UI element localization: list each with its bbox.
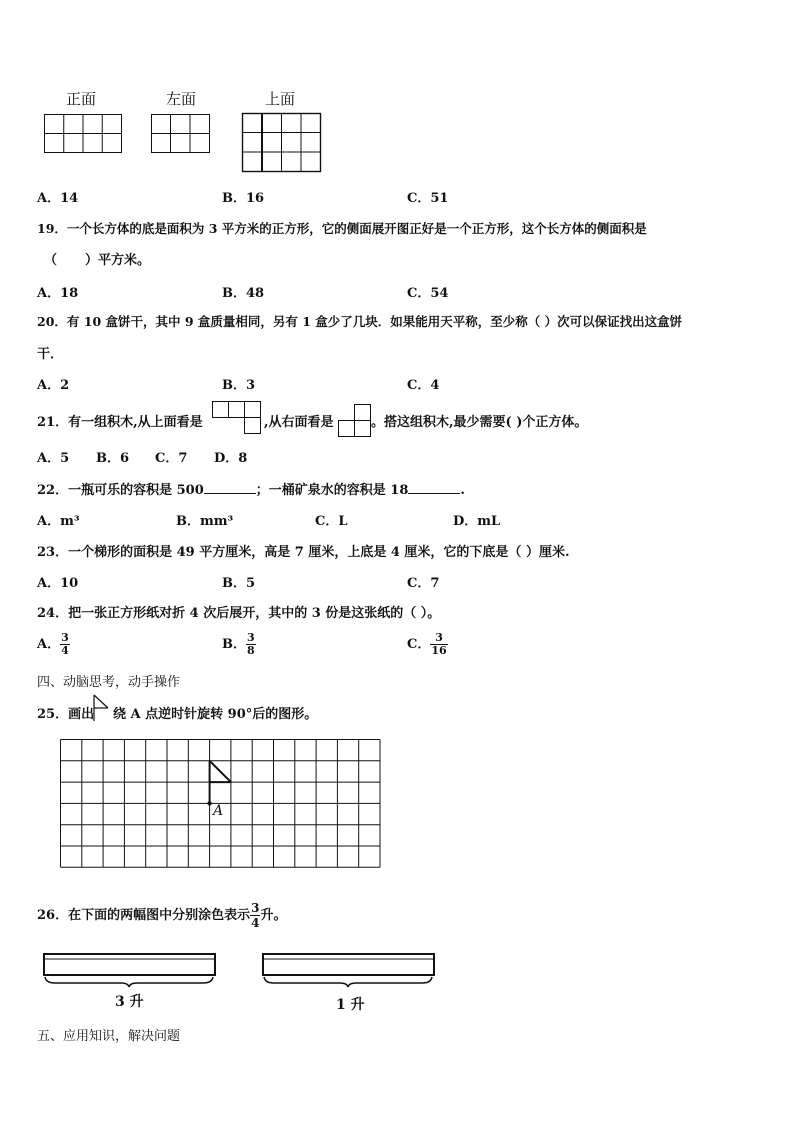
q20-text-line1: 20．有 10 盒饼干，其中 9 盒质量相同，另有 1 盒少了几块．如果能用天平称，至少称（ ）次可以保证找出这盒饼 [37,314,683,329]
q26-part2: 升。 [260,908,287,923]
q22-option-b[interactable]: B．mm³ [176,514,234,529]
q24-option-a-fraction: $\frac{3}{4}$ [61,631,69,657]
q23-option-b[interactable]: B．5 [222,576,256,591]
q24-option-b[interactable] [222,632,256,657]
q22-blank2[interactable] [408,481,460,494]
q25-text-part1: 25．画出 [37,707,95,722]
q26-bar1-label: 3 升 [115,994,144,1010]
q26-bar-3-liters[interactable] [43,953,216,988]
q23-option-a[interactable]: A．10 [37,576,79,591]
q24-option-b-label: B． [222,637,246,652]
q22-part3: . [460,483,465,498]
q19-option-c[interactable]: C．54 [407,286,449,301]
q21-option-a[interactable]: A．5 [37,451,70,466]
q22-option-d[interactable]: D．mL [453,514,501,529]
q21-option-d[interactable]: D．8 [214,451,248,466]
q21-top-view-figure [212,401,262,436]
top-view-grid [242,113,321,172]
q21-right-view-figure [338,404,372,438]
q18-option-b[interactable]: B．16 [222,191,265,206]
q19-text-line2 [44,249,150,268]
q18-option-a[interactable]: A．14 [37,191,79,206]
q20-option-c[interactable]: C．4 [407,378,440,393]
q22-part1: 22．一瓶可乐的容积是 500 [37,483,204,498]
q21-text-part1: 21．有一组积木,从上面看是 [37,415,203,430]
q20-text-line2: 干． [37,347,64,362]
q19-close-paren-text: ）平方米。 [85,253,151,268]
q20-option-a[interactable]: A．2 [37,378,70,393]
q26-bar2-label: 1 升 [336,997,365,1013]
q19-text-line1: 19．一个长方体的底是面积为 3 平方米的正方形，它的侧面展开图正好是一个正方形，这个长方体的侧面积是 [37,221,647,236]
q22-blank1[interactable] [204,481,256,494]
q25-flag-shape [210,761,231,804]
q24-option-c[interactable] [407,632,448,657]
left-view-grid [151,114,210,153]
section4-heading: 四、动脑思考，动手操作 [37,675,181,690]
q18-option-c[interactable]: C．51 [407,191,449,206]
q26-part1: 26．在下面的两幅图中分别涂色表示 [37,908,251,923]
q21-option-c[interactable]: C．7 [155,451,188,466]
q21-text-part3: 。搭这组积木,最少需要( )个正方体。 [371,415,588,430]
section5-heading: 五、应用知识，解决问题 [37,1029,181,1044]
q25-point-a-dot [207,801,211,805]
q22-text [37,479,465,498]
q23-text: 23．一个梯形的面积是 49 平方厘米，高是 7 厘米，上底是 4 厘米，它的下底是（ ）厘米. [37,545,570,560]
q24-option-a[interactable] [37,632,70,657]
left-view-label: 左面 [166,90,197,108]
q24-text: 24．把一张正方形纸对折 4 次后展开，其中的 3 份是这张纸的（ ）。 [37,606,441,621]
q24-option-c-label: C． [407,637,431,652]
front-view-label: 正面 [66,90,97,108]
q19-option-a[interactable]: A．18 [37,286,79,301]
q25-flag-icon [93,694,111,722]
top-view-label: 上面 [265,90,296,108]
q22-part2: ；一桶矿泉水的容积是 18 [255,483,409,498]
q26-bar-1-liter[interactable] [262,953,435,988]
q25-text-part2: 绕 A 点逆时针旋转 90°后的图形。 [113,707,318,722]
q26-fraction: $\frac{3}{4}$ [251,901,260,930]
q22-option-a[interactable]: A．m³ [37,514,80,529]
q19-option-b[interactable]: B．48 [222,286,265,301]
q23-option-c[interactable]: C．7 [407,576,440,591]
q26-text [37,901,286,930]
q21-text-part2: ,从右面看是 [264,415,334,430]
q21-option-b[interactable]: B．6 [96,451,130,466]
q19-open-paren: （ [44,253,58,268]
q24-option-a-label: A． [37,637,61,652]
q22-option-c[interactable]: C．L [315,514,348,529]
front-view-grid [44,114,122,153]
q25-point-label: A [213,803,224,819]
q20-option-b[interactable]: B．3 [222,378,256,393]
q24-option-c-fraction: $\frac{3}{16}$ [431,631,447,657]
q24-option-b-fraction: $\frac{3}{8}$ [247,631,255,657]
